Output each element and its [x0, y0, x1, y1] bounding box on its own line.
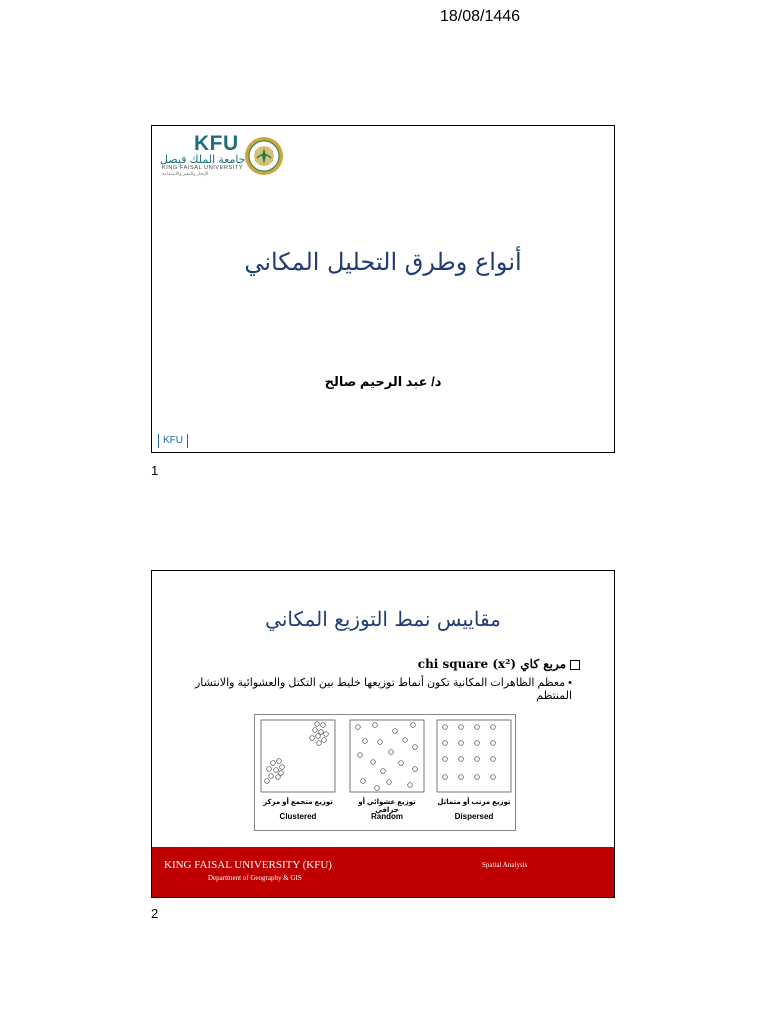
- point: [443, 725, 448, 730]
- footer-university: KING FAISAL UNIVERSITY (KFU): [164, 859, 332, 871]
- point: [267, 767, 272, 772]
- point: [443, 741, 448, 746]
- caption-en-dispersed: Dispersed: [454, 812, 494, 821]
- caption-en-clustered: Clustered: [279, 812, 317, 821]
- point: [381, 769, 386, 774]
- point: [371, 760, 376, 765]
- point: [491, 725, 496, 730]
- point: [443, 775, 448, 780]
- point: [403, 738, 408, 743]
- point: [313, 728, 318, 733]
- distribution-patterns-figure: [254, 714, 516, 831]
- point: [475, 757, 480, 762]
- point: [389, 750, 394, 755]
- logo-subtitle-ar: الإنجاز والتميز والاستدامة: [162, 171, 209, 176]
- point: [491, 775, 496, 780]
- footer-course: Spatial Analysis: [482, 861, 528, 869]
- point: [475, 775, 480, 780]
- point: [413, 745, 418, 750]
- point: [491, 741, 496, 746]
- logo-name-en: KING FAISAL UNIVERSITY: [162, 165, 244, 171]
- point: [363, 739, 368, 744]
- footer-department: Department of Geography & GIS: [208, 874, 302, 882]
- page-number-2: 2: [151, 906, 159, 921]
- footer-logo: KFU: [158, 434, 188, 448]
- point: [408, 783, 413, 788]
- point: [280, 765, 285, 770]
- page-number-1: 1: [151, 463, 159, 478]
- point: [387, 780, 392, 785]
- point: [269, 774, 274, 779]
- point: [324, 732, 329, 737]
- clustered-panel-frame: [261, 720, 335, 792]
- logo-name-ar: جامعة الملك فيصل: [160, 154, 246, 166]
- caption-ar-dispersed: توزيع مرتب أو متماثل: [437, 799, 511, 806]
- caption-ar-random: توزيع عشوائي أو جزافي: [358, 799, 416, 814]
- point: [393, 729, 398, 734]
- university-logo: [156, 130, 284, 178]
- point: [276, 775, 281, 780]
- point: [315, 722, 320, 727]
- point: [310, 736, 315, 741]
- point: [399, 761, 404, 766]
- checkbox-bullet-icon: [570, 660, 580, 670]
- chi-square-text: مربع كاي (x²) chi square: [417, 657, 566, 671]
- caption-en-random: Random: [371, 812, 403, 821]
- point: [411, 723, 416, 728]
- point: [475, 725, 480, 730]
- caption-ar-clustered: توزيع متجمع أو مركز: [263, 799, 333, 806]
- document-date: 18/08/1446: [440, 8, 521, 25]
- point: [459, 775, 464, 780]
- point: [459, 725, 464, 730]
- footer-band: [152, 847, 614, 898]
- slide-1: [151, 125, 615, 453]
- point: [356, 725, 361, 730]
- point: [413, 767, 418, 772]
- point: [265, 779, 270, 784]
- point: [373, 723, 378, 728]
- point: [322, 738, 327, 743]
- chi-square-heading: [418, 657, 580, 671]
- point: [459, 757, 464, 762]
- point: [321, 723, 326, 728]
- point: [271, 761, 276, 766]
- point: [358, 753, 363, 758]
- dispersed-panel-frame: [437, 720, 511, 792]
- slide-title: أنواع وطرق التحليل المكاني: [244, 248, 522, 276]
- point: [316, 734, 321, 739]
- point: [361, 779, 366, 784]
- university-seal-icon: [244, 136, 284, 176]
- slide-title: مقاييس نمط التوزيع المكاني: [265, 607, 501, 631]
- author-name: د/ عبد الرحيم صالح: [324, 374, 442, 389]
- slide-2: [151, 570, 615, 898]
- point: [319, 730, 324, 735]
- point: [459, 741, 464, 746]
- point: [375, 786, 380, 791]
- logo-abbr: KFU: [194, 132, 239, 155]
- point: [475, 741, 480, 746]
- bullet-text: • معظم الظاهرات المكانية تكون أنماط توزيعها خليط بين التكتل والعشوائية والانتشار المنتظم: [194, 677, 572, 702]
- point: [491, 757, 496, 762]
- point: [317, 741, 322, 746]
- point: [277, 759, 282, 764]
- point: [378, 740, 383, 745]
- point: [274, 768, 279, 773]
- point: [279, 771, 284, 776]
- point: [443, 757, 448, 762]
